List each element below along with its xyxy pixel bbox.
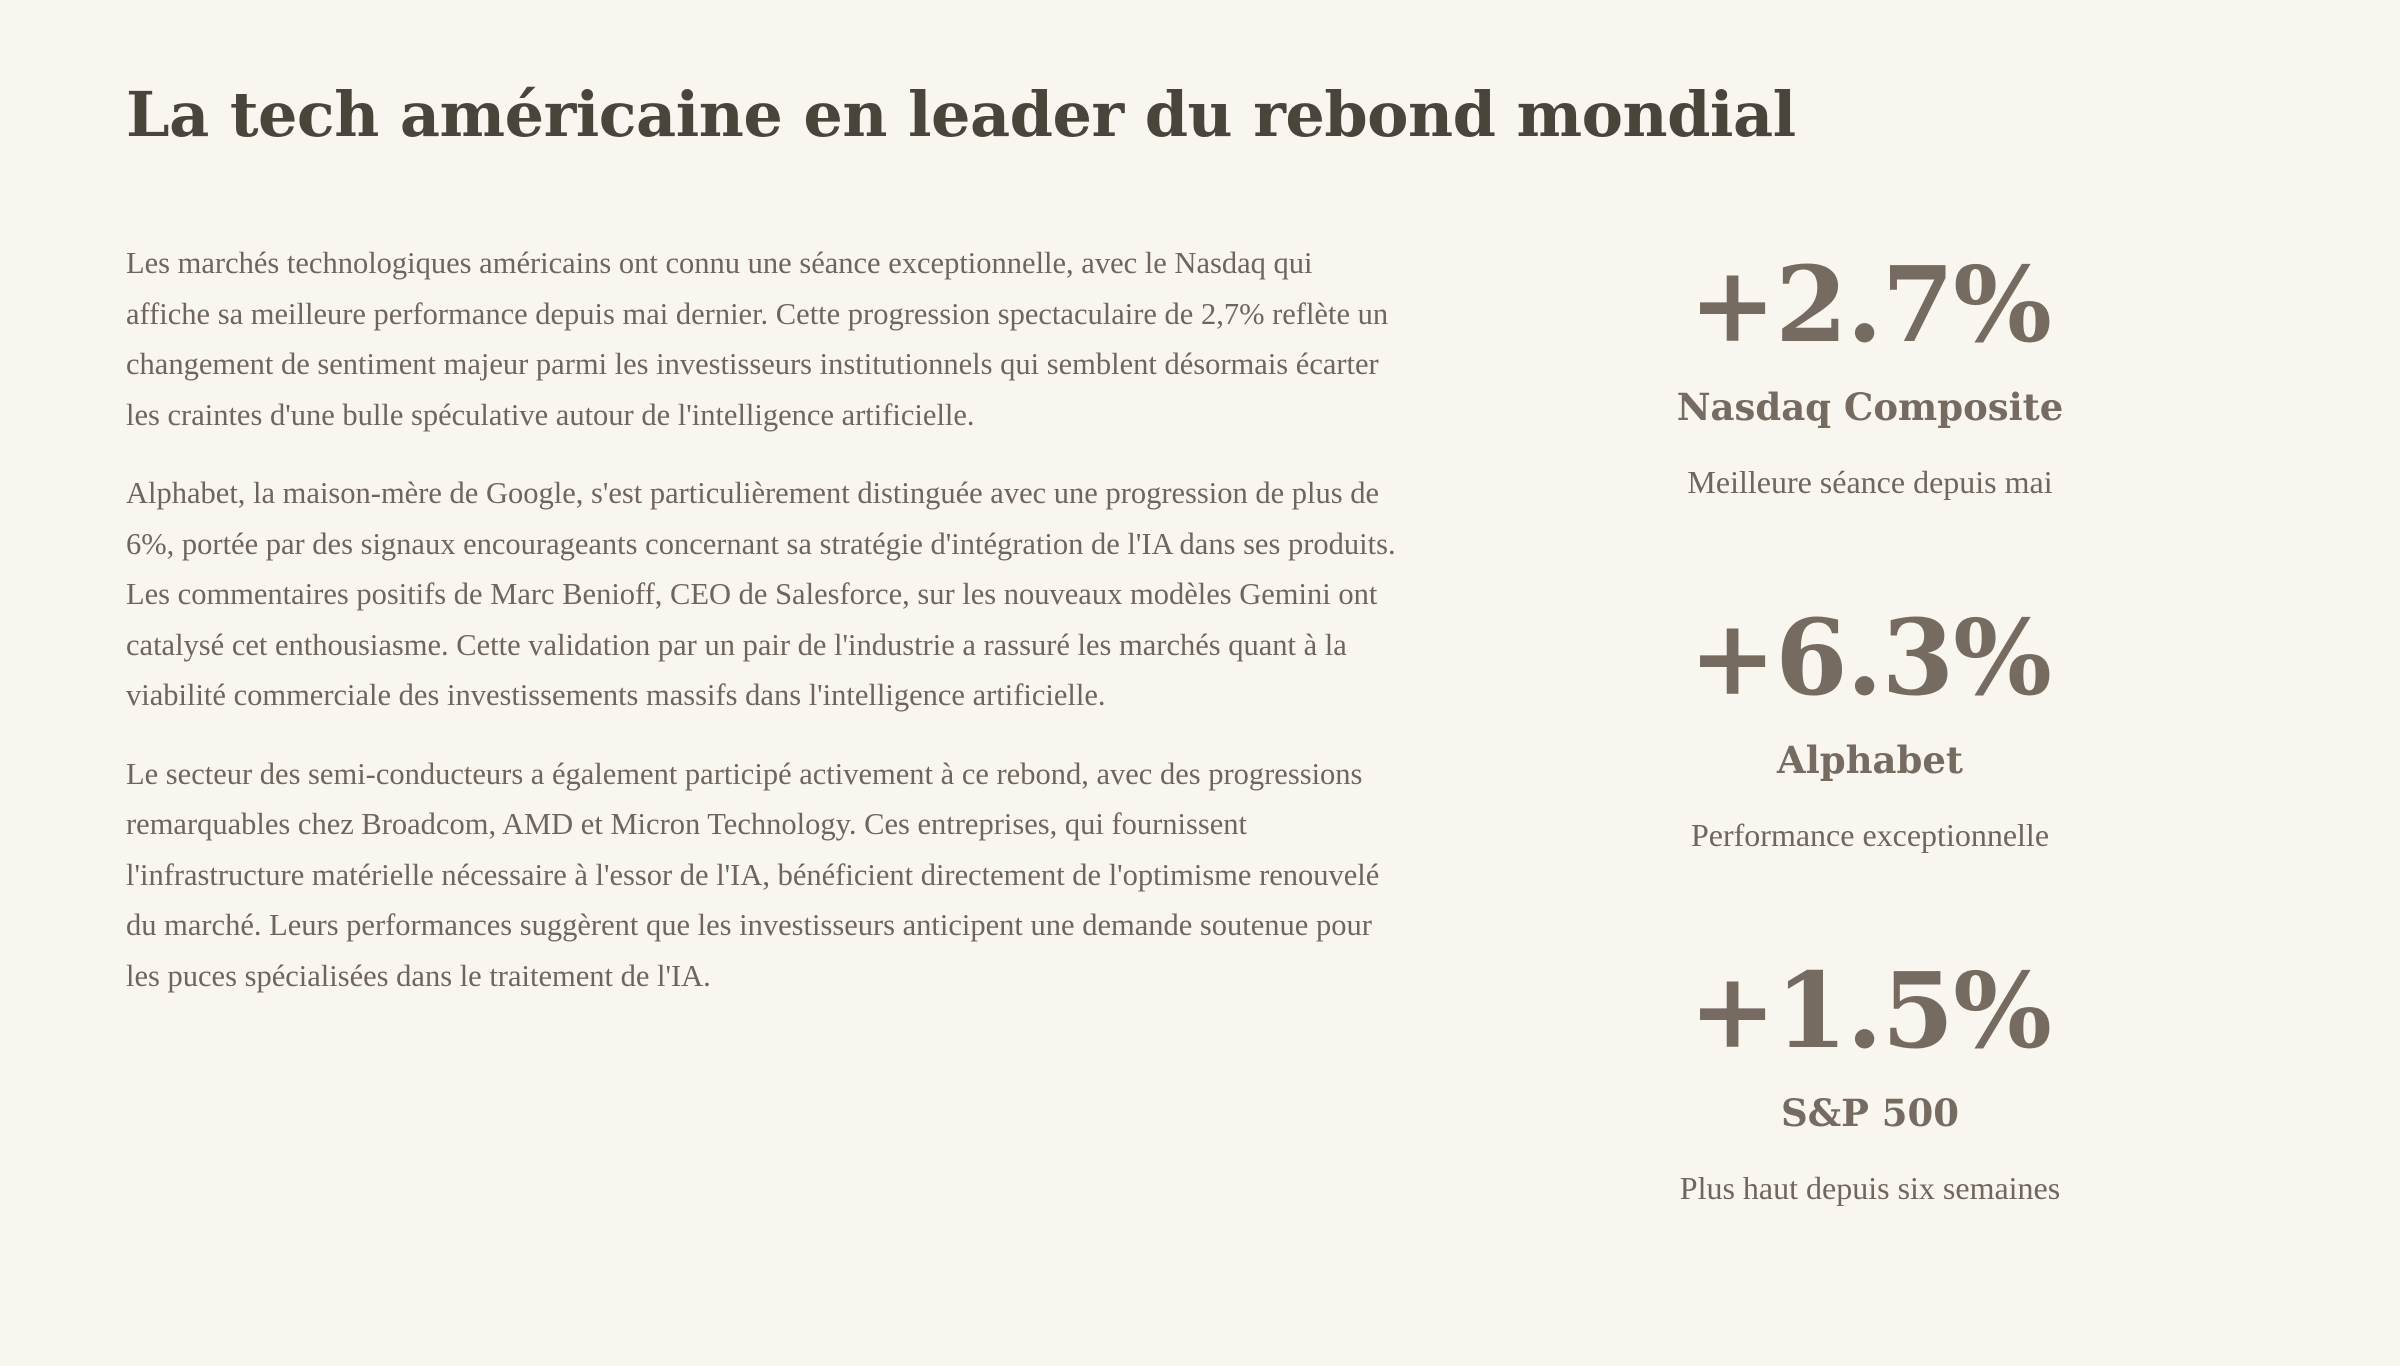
stat-caption: Performance exceptionnelle [1690, 817, 2050, 853]
article-body [126, 238, 1396, 1029]
article-paragraph-2: Alphabet, la maison-mère de Google, s'est particulièrement distinguée avec une progression de plus de 6%, portée par des signaux encourageants concernant sa stratégie d'intégration de l'IA dans ses produits. Les commentaires positifs de Marc Benioff, CEO de Salesforce, sur les nouveaux modèles Gemini ont catalysé cet enthousiasme. Cette validation par un pair de l'industrie a rassuré les marchés quant à la viabilité commerciale des investissements massifs dans l'intelligence artificielle. [126, 476, 1396, 712]
stat-label: Nasdaq Composite [1676, 385, 2064, 429]
stat-label: S&P 500 [1780, 1091, 1960, 1135]
stat-value: +6.3% [1689, 596, 2051, 719]
stat-value: +2.7% [1689, 243, 2051, 366]
stat-label: Alphabet [1776, 738, 1963, 782]
stat-alphabet [1560, 593, 2180, 946]
stat-nasdaq [1560, 240, 2180, 593]
article-paragraph-1: Les marchés technologiques américains ont connu une séance exceptionnelle, avec le Nasdaq qui affiche sa meilleure performance depuis mai dernier. Cette progression spectaculaire de 2,7% reflète un changement de sentiment majeur parmi les investisseurs institutionnels qui semblent désormais écarter les craintes d'une bulle spéculative autour de l'intelligence artificielle. [126, 246, 1389, 432]
stat-caption: Meilleure séance depuis mai [1687, 464, 2053, 500]
article-paragraph-3: Le secteur des semi-conducteurs a également participé activement à ce rebond, avec des progressions remarquables chez Broadcom, AMD et Micron Technology. Ces entreprises, qui fournissent l'infrastructure matérielle nécessaire à l'essor de l'IA, bénéficient directement de l'optimisme renouvelé du marché. Leurs performances suggèrent que les investisseurs anticipent une demande soutenue pour les puces spécialisées dans le traitement de l'IA. [126, 756, 1380, 993]
stat-caption: Plus haut depuis six semaines [1679, 1170, 2061, 1206]
stat-sp500 [1560, 946, 2180, 1299]
stat-value: +1.5% [1689, 949, 2051, 1072]
stats-panel [1560, 240, 2180, 1299]
article-title: La tech américaine en leader du rebond mondial [126, 78, 1796, 151]
